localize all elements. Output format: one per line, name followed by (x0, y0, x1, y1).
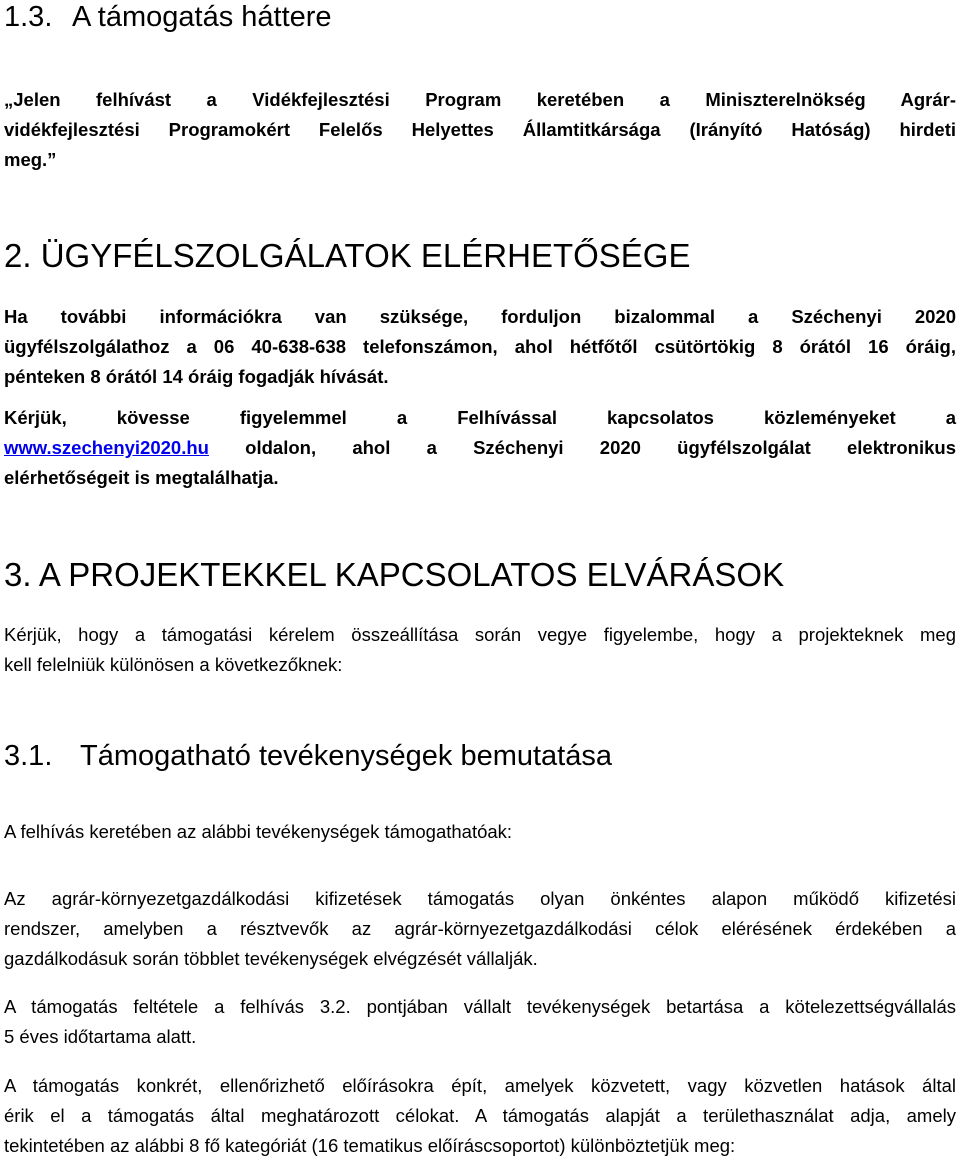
support-condition-paragraph (4, 992, 956, 1052)
text-line: Kérjük, kövesse figyelemmel a Felhívással kapcsolatos közleményeket a (4, 407, 956, 428)
text-line: Ha további információkra van szüksége, forduljon bizalommal a Széchenyi 2020 (4, 306, 956, 327)
text-line: „Jelen felhívást a Vidékfejlesztési Program keretében a Miniszterelnökség Agrár- (4, 89, 956, 110)
text-line: A támogatás konkrét, ellenőrizhető előírásokra épít, amelyek közvetett, vagy közvetlen hatások által (4, 1075, 956, 1096)
section-1-3-heading (4, 0, 332, 34)
text-line: A felhívás keretében az alábbi tevékenységek támogathatóak: (4, 821, 513, 842)
text-line: pénteken 8 órától 14 óráig fogadják hívását. (4, 366, 389, 387)
text-line (4, 433, 956, 463)
section-2-heading: 2. ÜGYFÉLSZOLGÁLATOK ELÉRHETŐSÉGE (4, 237, 691, 274)
text-line: tekintetében az alábbi 8 fő kategóriát (16 tematikus előíráscsoportot) különböztetjük meg: (4, 1135, 736, 1156)
text-line: meg.” (4, 149, 57, 170)
section-3-1-heading (4, 739, 612, 773)
text-line: Kérjük, hogy a támogatási kérelem összeállítása során vegye figyelembe, hogy a projekteknek meg (4, 624, 956, 645)
text-line: kell felelniük különösen a következőknek: (4, 654, 343, 675)
text-line: A támogatás feltétele a felhívás 3.2. pontjában vállalt tevékenységek betartása a kötelezettségvállalás (4, 996, 956, 1017)
text-line: elérhetőségeit is megtalálhatja. (4, 467, 279, 488)
support-basis-paragraph (4, 1071, 956, 1161)
requirements-intro-paragraph (4, 620, 956, 680)
section-number: 1.3. (4, 1, 53, 33)
text-line: vidékfejlesztési Programokért Felelős Helyettes Államtitkársága (Irányító Hatóság) hirdeti (4, 119, 956, 140)
text-line: Az agrár-környezetgazdálkodási kifizetések támogatás olyan önkéntes alapon működő kifizetési (4, 888, 956, 909)
section-title: Támogatható tevékenységek bemutatása (80, 740, 612, 772)
text-line: gazdálkodásuk során többlet tevékenységek elvégzését vállalják. (4, 948, 538, 969)
szechenyi2020-link[interactable]: www.szechenyi2020.hu (4, 437, 209, 458)
link-line-rest: oldalon, ahol a Széchenyi 2020 ügyfélszolgálat elektronikus (208, 437, 956, 458)
section-number: 3.1. (4, 740, 53, 772)
text-line: 5 éves időtartama alatt. (4, 1026, 197, 1047)
text-line: érik el a támogatás által meghatározott célokat. A támogatás alapját a területhasználat adja, amely (4, 1105, 956, 1126)
text-line: rendszer, amelyben a résztvevők az agrár-környezetgazdálkodási célok elérésének érdekében a (4, 918, 956, 939)
section-3-heading: 3. A PROJEKTEKKEL KAPCSOLATOS ELVÁRÁSOK (4, 556, 785, 593)
helpdesk-info-paragraph (4, 302, 956, 392)
agri-env-paragraph (4, 884, 956, 974)
intro-quote-paragraph (4, 85, 956, 175)
text-line: ügyfélszolgálathoz a 06 40-638-638 telefonszámon, ahol hétfőtől csütörtökig 8 órától 16 óráig, (4, 336, 956, 357)
section-title: A támogatás háttere (72, 1, 332, 33)
supported-activities-intro (4, 817, 956, 847)
announcements-paragraph (4, 403, 956, 493)
